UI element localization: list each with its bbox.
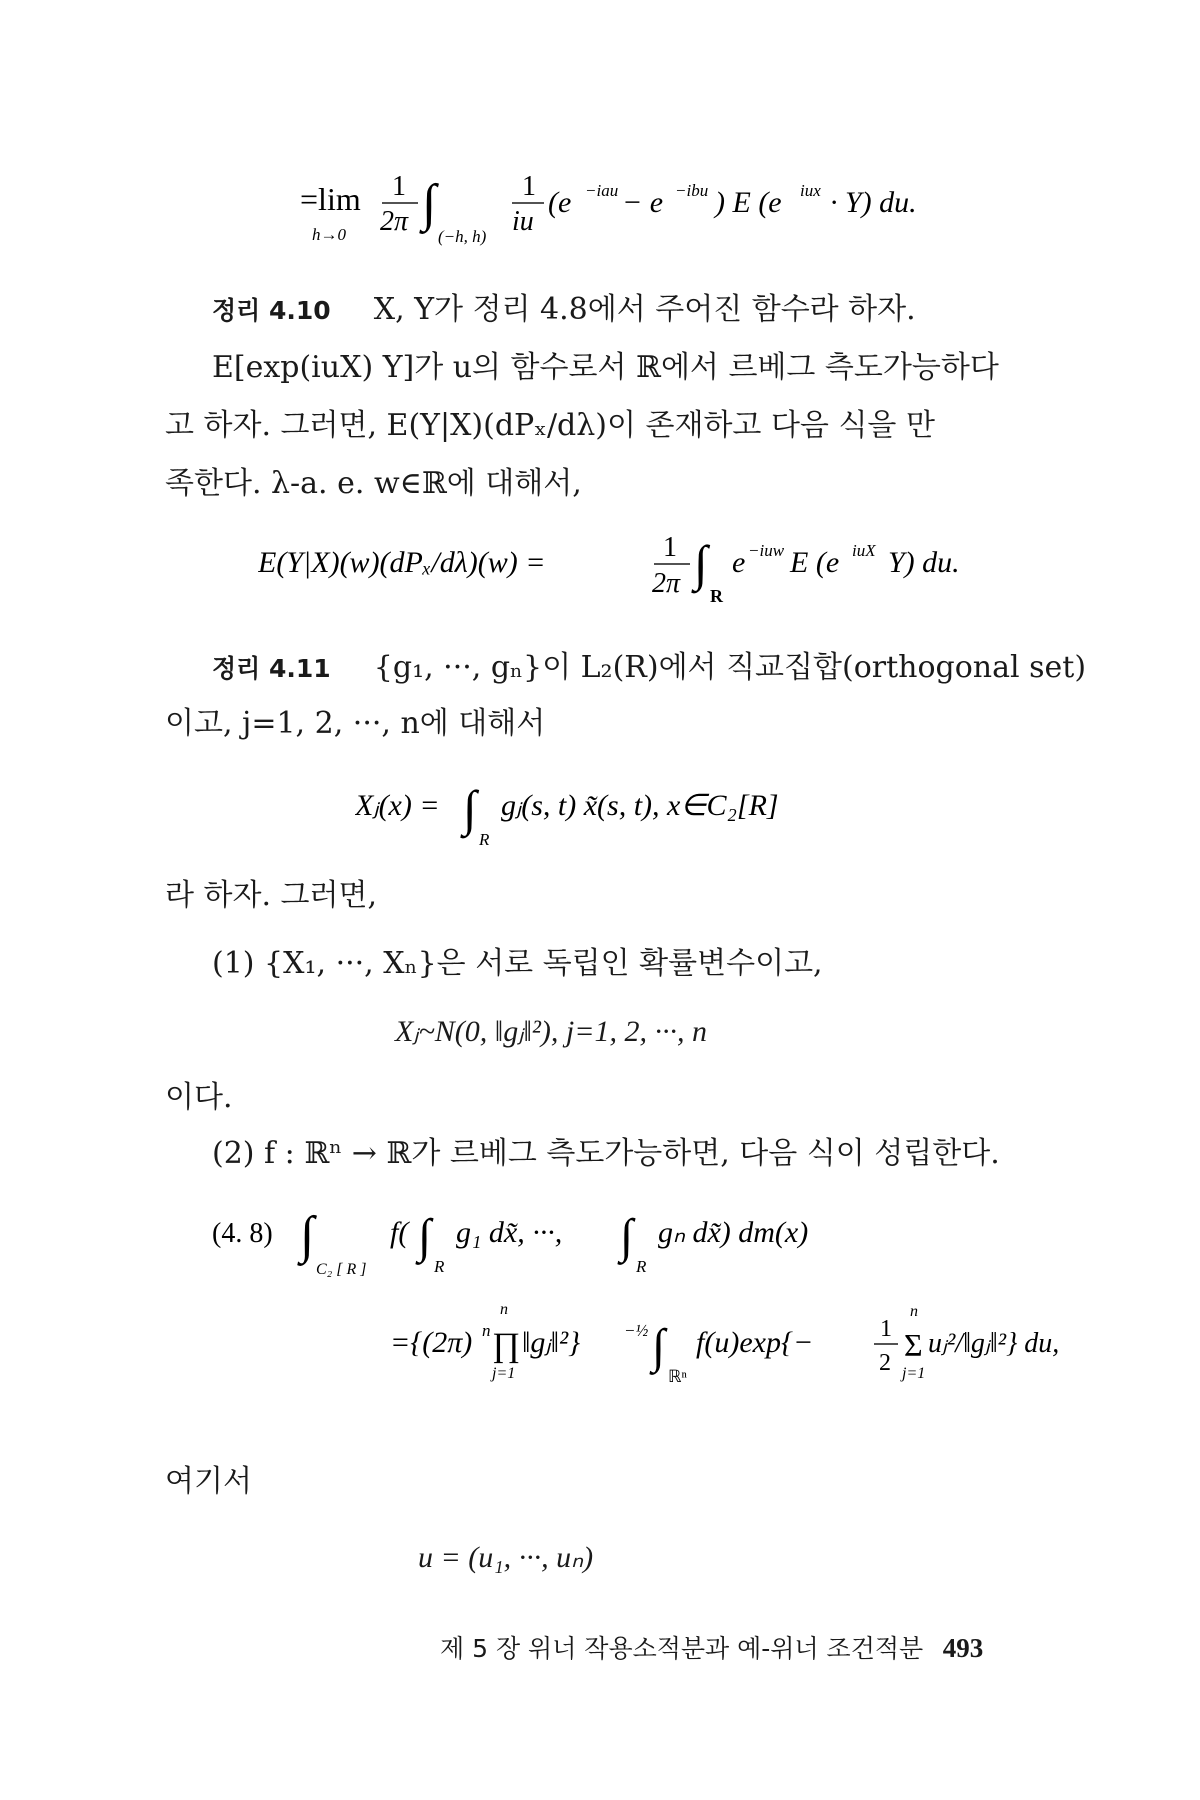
eq48-tag: (4. 8) — [212, 1218, 273, 1249]
para-eq-item1-text: Xⱼ~N(0, ‖gⱼ‖²), j=1, 2, ···, n — [395, 1015, 707, 1048]
thm411-label: 정리 4.11 — [212, 654, 331, 683]
eq-top-int-sub: (−h, h) — [438, 227, 487, 246]
eq410-body: e — [732, 546, 746, 579]
page-footer — [440, 1628, 983, 1667]
eq-top-exp2: −ibu — [675, 181, 709, 200]
thm410-text3: 고 하자. 그러면, E(Y|X)(dPₓ/dλ)이 존재하고 다음 식을 만 — [165, 408, 935, 443]
para-item2-text: (2) f : ℝⁿ → ℝ가 르베그 측도가능하면, 다음 식이 성립한다. — [212, 1136, 1000, 1171]
thm410-text2: E[exp(iuX) Y]가 u의 함수로서 ℝ에서 르베그 측도가능하다 — [212, 350, 999, 385]
eq48-int-sub2: R — [434, 1257, 445, 1276]
eq48-sum-bot: j=1 — [902, 1365, 926, 1382]
eq48-rhs-exp: n — [482, 1321, 491, 1340]
thm410-line3 — [165, 406, 935, 445]
eq48-prod-top: n — [500, 1301, 508, 1318]
eq-top-exp3: iux — [800, 181, 821, 200]
thm410-line1 — [212, 290, 916, 329]
para-item1 — [212, 944, 823, 983]
para-text2: 이다. — [165, 1080, 233, 1115]
eq48-rhs4: uⱼ²/‖gⱼ‖²} du, — [928, 1328, 1060, 1359]
para-line1 — [165, 876, 377, 915]
thm411-text2: 이고, j=1, 2, ···, n에 대해서 — [165, 706, 546, 741]
para-item2 — [212, 1134, 1000, 1173]
eq-top-frac1-num: 1 — [392, 171, 406, 202]
eq-top-exp1: −iau — [585, 181, 619, 200]
eq48-rhs-exp2: −½ — [624, 1321, 649, 1340]
eq-top-e2: − e — [622, 186, 664, 219]
eq-top-frac2-den: iu — [512, 206, 534, 237]
tail-where-text: 여기서 — [165, 1464, 252, 1499]
eq-top-tail: · Y) du. — [830, 186, 917, 219]
eq-top-integral: ∫ — [422, 175, 437, 232]
eq410-lhs: E(Y|X)(w)(dPₓ/dλ)(w) = — [258, 546, 546, 579]
eq-top-frac2-num: 1 — [522, 171, 536, 202]
tail-u-def-text: u = (u₁, ···, uₙ) — [418, 1541, 594, 1574]
eq48-body3: gₙ dx̃) dm(x) — [658, 1216, 809, 1249]
eq48-frac-num: 1 — [880, 1316, 892, 1342]
eq-top-lim: =lim — [300, 181, 361, 217]
equation-410 — [258, 520, 1018, 610]
tail-where — [165, 1462, 252, 1501]
eq-top-lim-sub: h→0 — [312, 225, 346, 244]
thm411-text1: {g₁, ···, gₙ}이 L₂(R)에서 직교집합(orthogonal set) — [373, 650, 1087, 685]
para-eq-item1 — [395, 1012, 707, 1051]
thm410-line2 — [212, 348, 999, 387]
eq-top-e1: (e — [548, 186, 572, 219]
thm410-text1: X, Y가 정리 4.8에서 주어진 함수라 하자. — [373, 292, 916, 327]
para-text1: 라 하자. 그러면, — [165, 878, 378, 913]
eq410-tail: Y) du. — [888, 546, 960, 579]
eq48-prod-symbol: ∏ — [492, 1327, 520, 1364]
thm410-line4 — [165, 464, 582, 503]
thm410-text4: 족한다. λ-a. e. w∈ℝ에 대해서, — [165, 466, 582, 501]
eqx-integral: ∫ — [463, 780, 477, 836]
eq-top-mid: ) E (e — [715, 186, 782, 219]
eq410-int-sub: R — [710, 586, 723, 606]
eq48-sum-symbol: Σ — [904, 1327, 923, 1363]
footer-chapter: 제 5 장 위너 작용소적분과 예-위너 조건적분 — [440, 1634, 924, 1663]
equation-top — [300, 160, 1000, 250]
eq410-integral: ∫ — [694, 535, 708, 591]
para-line2 — [165, 1078, 233, 1117]
thm411-line1 — [212, 648, 1086, 687]
eq410-exp1: −iuw — [748, 541, 785, 560]
eq48-body1: f( — [390, 1216, 409, 1249]
eq48-rhs3: f(u)exp{− — [696, 1326, 814, 1359]
thm411-line2 — [165, 704, 545, 743]
eq48-body2: g₁ dx̃, ···, — [456, 1216, 563, 1249]
eq48-int-sub4: ℝⁿ — [668, 1367, 687, 1386]
eq410-frac-den: 2π — [652, 568, 681, 599]
thm410-label: 정리 4.10 — [212, 296, 331, 325]
eq410-body2: E (e — [790, 546, 840, 579]
eqx-lhs: Xⱼ(x) = — [355, 789, 440, 822]
eq48-integral2: ∫ — [418, 1210, 432, 1263]
eq48-rhs2: ‖gⱼ‖²} — [522, 1326, 581, 1359]
eq48-prod-bot: j=1 — [492, 1365, 516, 1382]
tail-u-def — [418, 1538, 593, 1577]
eq48-int-sub3: R — [636, 1257, 647, 1276]
equation-xj — [355, 770, 915, 850]
para-item1-text: (1) {X₁, ···, Xₙ}은 서로 독립인 확률변수이고, — [212, 946, 823, 981]
eq48-integral3: ∫ — [620, 1210, 634, 1263]
eq48-integral4: ∫ — [652, 1320, 666, 1373]
eq-top-frac1-den: 2π — [380, 206, 409, 237]
eq410-exp2: iuX — [852, 541, 876, 560]
equation-48 — [212, 1190, 1092, 1420]
eq48-frac-den: 2 — [879, 1350, 891, 1376]
eqx-int-sub: R — [479, 830, 490, 849]
eqx-body: gⱼ(s, t) x̃(s, t), x∈C₂[R] — [501, 789, 779, 822]
eq48-int-sub1: C₂ [ R ] — [316, 1261, 367, 1278]
eq48-integral1: ∫ — [300, 1207, 315, 1264]
eq48-rhs1: ={(2π) — [390, 1326, 473, 1359]
footer-page-number: 493 — [942, 1633, 984, 1663]
eq48-sum-top: n — [910, 1303, 918, 1320]
eq410-frac-num: 1 — [663, 532, 677, 563]
